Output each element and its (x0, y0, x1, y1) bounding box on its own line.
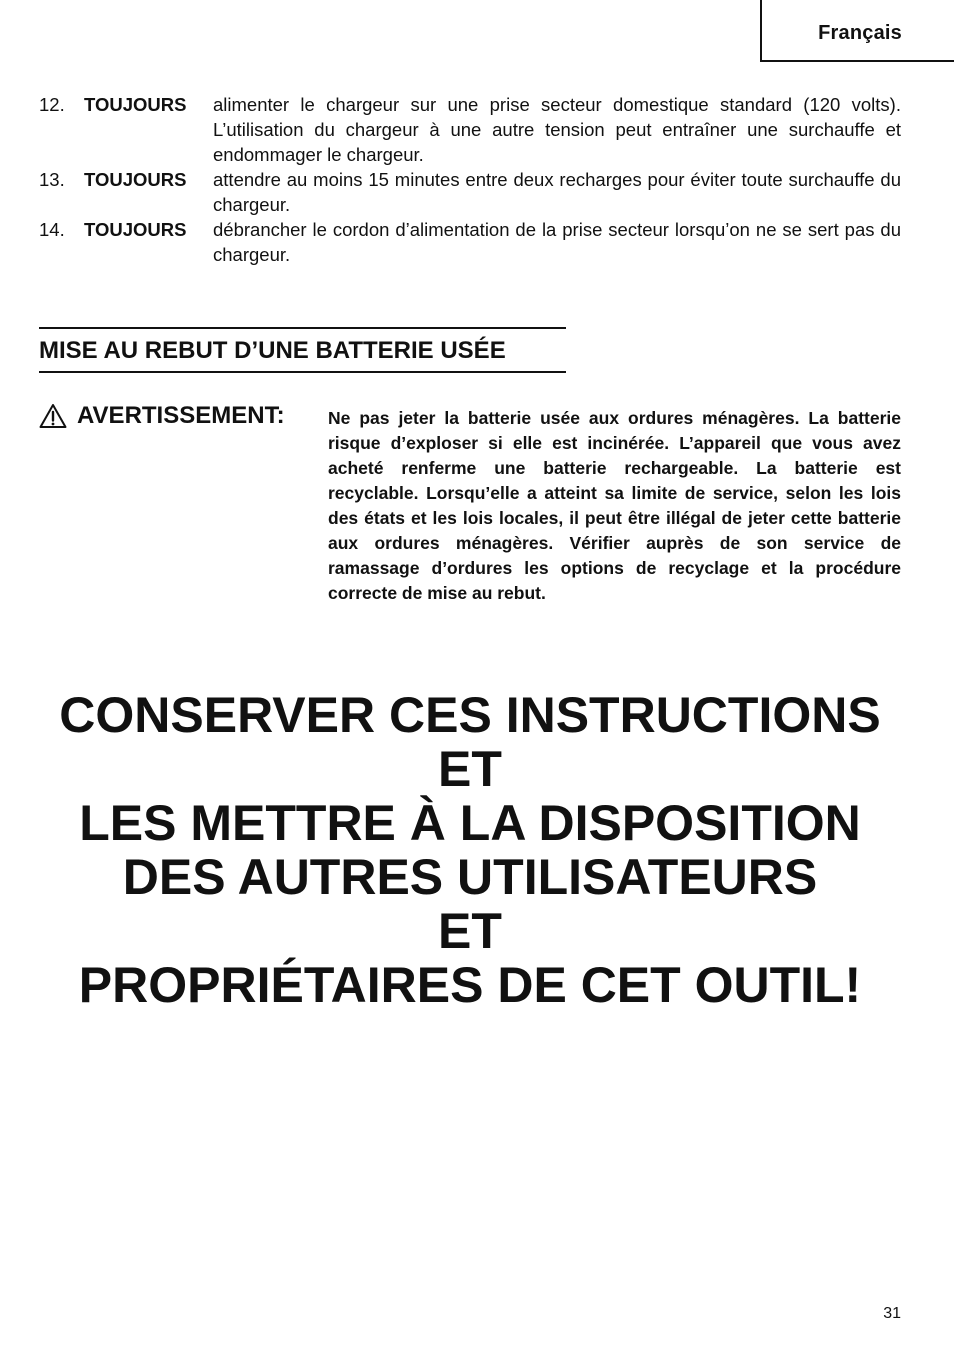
item-text: alimenter le chargeur sur une prise secteur domestique standard (120 volts). L’utilisation du chargeur à une autre tension peut entraîner une surchauffe et endommager le chargeur. (213, 94, 901, 165)
item-text: débrancher le cordon d’alimentation de la prise secteur lorsqu’on ne se sert pas du chargeur. (213, 219, 901, 265)
closing-line: ET (438, 903, 502, 959)
closing-line: DES AUTRES UTILISATEURS (122, 849, 818, 905)
warning-text: Ne pas jeter la batterie usée aux ordures ménagères. La batterie risque d’exploser si elle est incinérée. L’appareil que vous avez acheté renferme une batterie rechargeable. La batterie est recyclable. Lorsqu’elle a atteint sa limite de service, selon les lois des états et les lois locales, il peut être illégal de jeter cette batterie aux ordures ménagères. Vérifier auprès de son service de ramassage d’ordures les options de recyclage et la procédure correcte de mise au rebut. (328, 408, 901, 603)
section-heading (39, 327, 566, 373)
page-number: 31 (883, 1305, 901, 1322)
list-item (39, 167, 901, 217)
section-heading-text: MISE AU REBUT D’UNE BATTERIE USÉE (39, 337, 506, 364)
closing-line: PROPRIÉTAIRES DE CET OUTIL! (78, 957, 862, 1013)
item-number: 13. (39, 169, 65, 190)
list-item (39, 217, 901, 267)
item-keyword: TOUJOURS (84, 94, 187, 115)
item-number: 12. (39, 94, 65, 115)
item-keyword: TOUJOURS (84, 169, 187, 190)
closing-statement (0, 688, 940, 1012)
list-item (39, 92, 901, 167)
warning-label-text: AVERTISSEMENT: (77, 402, 285, 429)
item-text: attendre au moins 15 minutes entre deux recharges pour éviter toute surchauffe du chargeur. (213, 169, 901, 215)
language-label: Français (818, 22, 902, 44)
closing-line: ET (438, 741, 502, 797)
language-tab (760, 0, 954, 62)
safety-list (39, 92, 901, 267)
warning-label (39, 402, 285, 430)
item-number: 14. (39, 219, 65, 240)
closing-line: CONSERVER CES INSTRUCTIONS (59, 687, 881, 743)
warning-triangle-icon (39, 403, 67, 429)
item-keyword: TOUJOURS (84, 219, 187, 240)
closing-line: LES METTRE À LA DISPOSITION (79, 795, 861, 851)
